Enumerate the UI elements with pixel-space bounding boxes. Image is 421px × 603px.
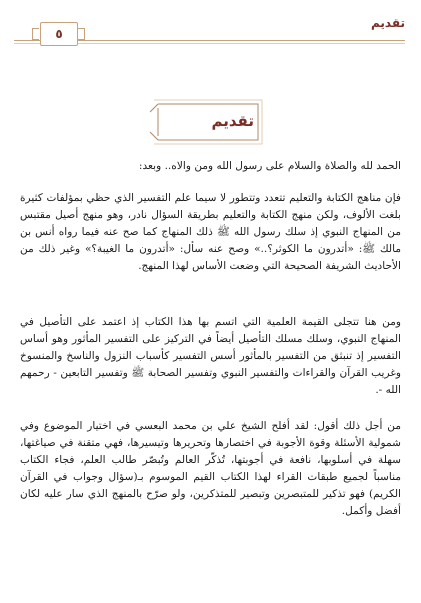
opening-line (20, 158, 401, 185)
paragraph: الحمد لله والصلاة والسلام على رسول الله ومن والاه.. وبعد: (138, 160, 401, 172)
paragraph: من أجل ذلك أقول: لقد أفلح الشيخ علي بن محمد البعسي في اختيار الموضوع وفي شمولية الأسئلة وقوة الأجوبة في اختصارها وتحريرها وتيسيرها، فهي متقنة في صياغتها، سهلة في أسلوبها، نافعة في أجوبتها، تُذكّر العالم وتُبصّر طالب العلم، فجاء الكتاب مناسباً لجميع طبقات القراء لهذا الكتاب القيم الموسوم بـ(سؤال وجواب في القرآن الكريم) فهو تذكير للمتبصرين وتبصير للمتذكرين، ولو صرّح بالمنهج الذي سار عليه لكان أفضل وأكمل. (20, 420, 401, 517)
running-title: تقديم (371, 16, 405, 30)
paragraph-block (20, 314, 401, 409)
running-header (14, 14, 405, 41)
page-badge-left-ornament (32, 28, 39, 40)
section-title: تقديم (211, 112, 254, 130)
section-title-banner (148, 98, 268, 146)
page-badge-right-ornament (78, 28, 85, 40)
paragraph: فإن مناهج الكتابة والتعليم تتعدد وتتطور لا سيما علم التفسير الذي حظي بمؤلفات كثيرة بلغت الألوف، ولكن منهج الكتابة والتعليم بطريقة السؤال نادر، وهو منهج أصيل مقتبس من المنهاج النبوي إذ سلك رسول الله ﷺ ذلك المنهاج كما صح عنه فيما رواه أنس بن مالك ﷺ: «أتدرون ما الكوثر؟..» وصح عنه سأل: «أتدرون ما الغيبة؟» وغير ذلك من الأحاديث الشريفة الصحيحة التي وضعت الأساس لهذا المنهج. (20, 192, 401, 272)
paragraph-block (20, 418, 401, 530)
paragraph: ومن هنا تتجلى القيمة العلمية التي اتسم بها هذا الكتاب إذ اعتمد على التأصيل في المنهاج النبوي، وسلك مسلك التأصيل أيضاً في التركيز على التفسير المأثور وهو أساس التفسير إذ تنبثق من التفسير بالمأثور أسس التفسير كأسباب النزول والناسخ والمنسوخ وغريب القرآن والقراءات والتفسير النبوي وتفسير الصحابة ﷺ وتفسير التابعين - رحمهم الله -. (20, 316, 401, 396)
paragraph-block (20, 190, 401, 285)
page-number-badge (40, 22, 78, 46)
page-number: ٥ (55, 27, 63, 41)
